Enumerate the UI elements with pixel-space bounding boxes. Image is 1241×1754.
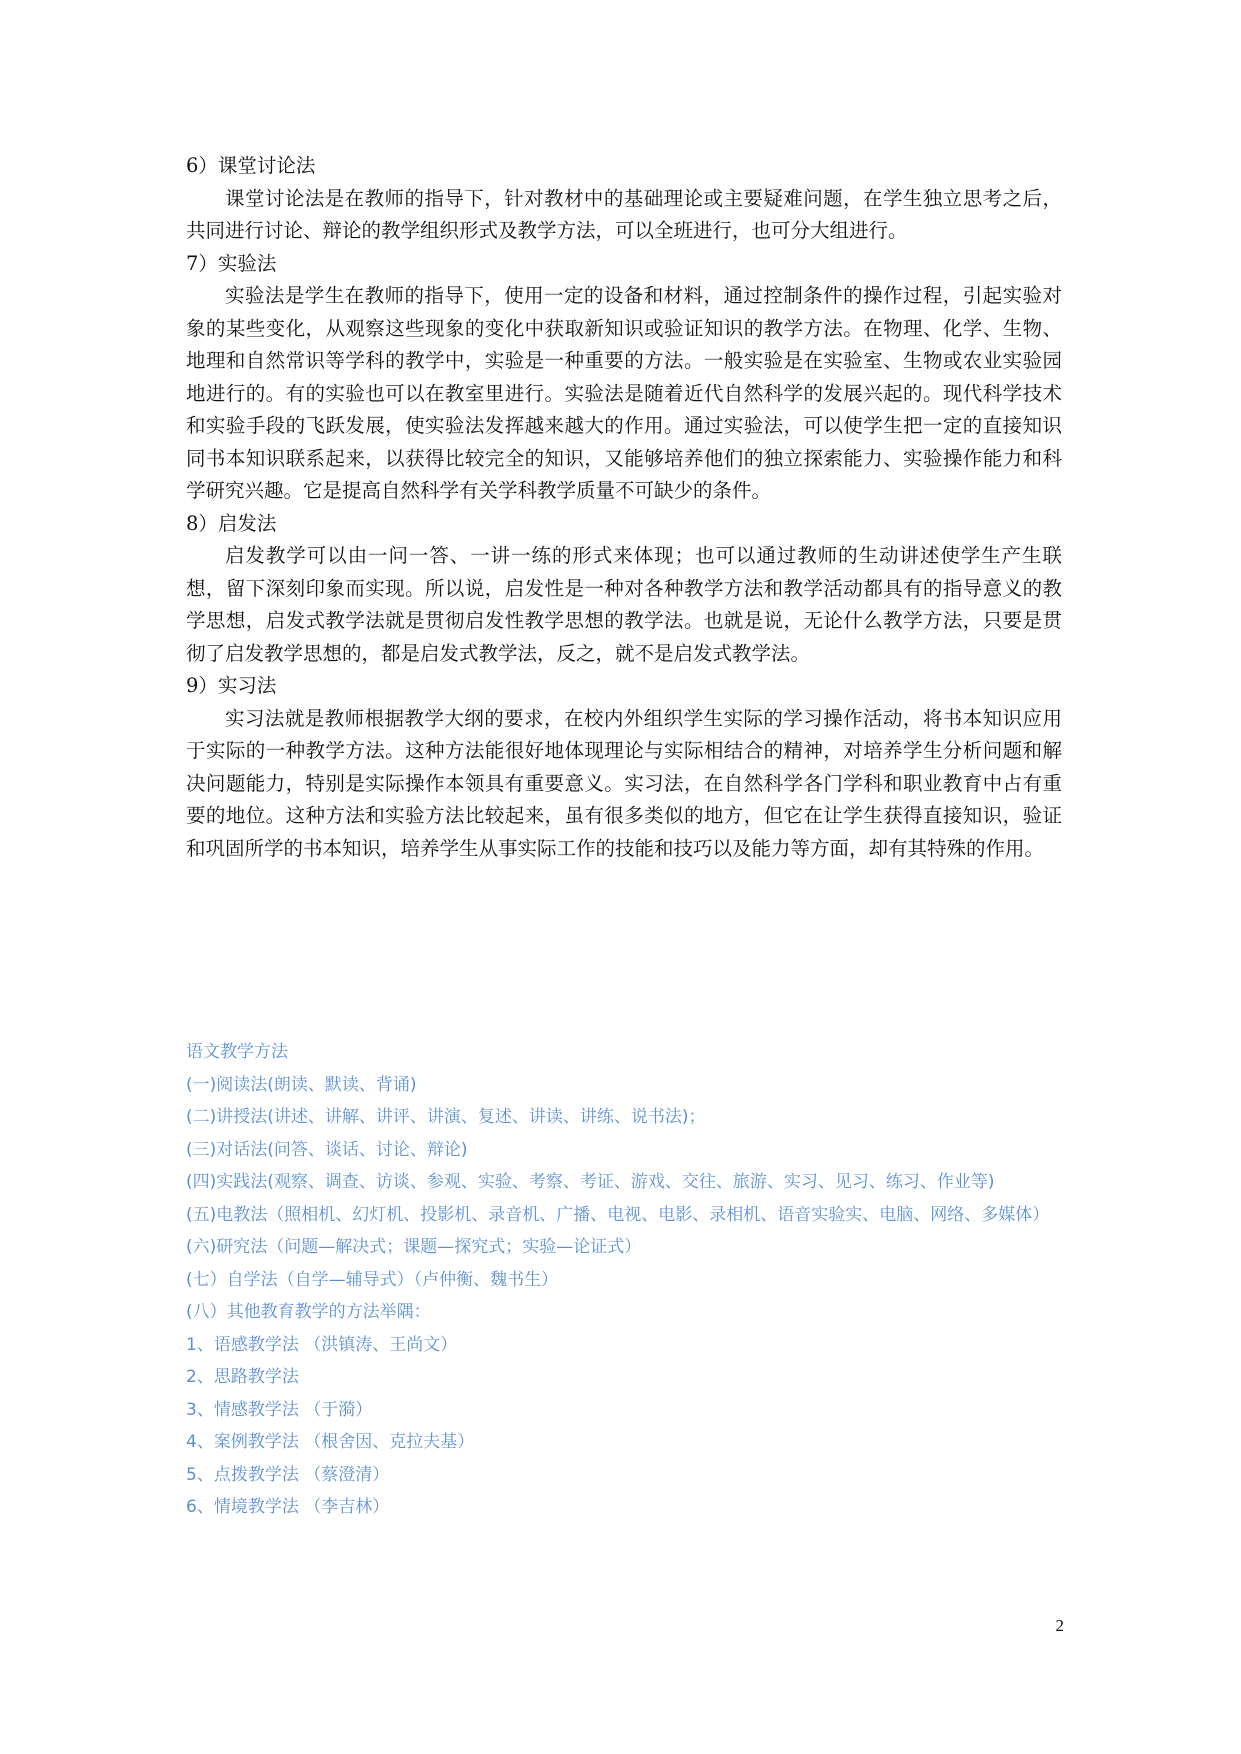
method-item: (四)实践法(观察、调查、访谈、参观、实验、考察、考证、游戏、交往、旅游、实习、见习、练习、作业等) bbox=[186, 1172, 995, 1192]
section-heading-discussion: 6）课堂讨论法 bbox=[186, 154, 316, 177]
section-heading-experiment: 7）实验法 bbox=[186, 251, 277, 275]
section-heading-heuristic: 8）启发法 bbox=[186, 511, 277, 535]
section-body-experiment: 实验法是学生在教师的指导下，使用一定的设备和材料，通过控制条件的操作过程，引起实验对象的某些变化，从观察这些现象的变化中获取新知识或验证知识的教学方法。在物理、化学、生物、地理和自然常识等学科的教学中，实验是一种重要的方法。一般实验是在实验室、生物或农业实验园地进行的。有的实验也可以在教室里进行。实验法是随着近代自然科学的发展兴起的。现代科学技术和实验手段的飞跃发展，使实验法发挥越来越大的作用。通过实验法，可以使学生把一定的直接知识同书本知识联系起来，以获得比较完全的知识，又能够培养他们的独立探索能力、实验操作能力和科学研究兴趣。它是提高自然科学有关学科教学质量不可缺少的条件。 bbox=[186, 284, 1062, 502]
method-item: (七）自学法（自学—辅导式）（卢仲衡、魏书生） bbox=[186, 1269, 559, 1290]
method-item: (一)阅读法(朗读、默读、背诵) bbox=[186, 1074, 417, 1095]
chinese-teaching-methods-list bbox=[186, 1036, 1062, 1524]
method-item: (五)电教法（照相机、幻灯机、投影机、录音机、广播、电视、电影、录相机、语音实验实、电脑、网络、多媒体） bbox=[186, 1204, 1050, 1225]
section-heading-practice: 9）实习法 bbox=[186, 674, 277, 697]
method-item: 5、点拨教学法 （蔡澄清） bbox=[186, 1464, 390, 1485]
main-text bbox=[186, 150, 1062, 865]
method-item: (三)对话法(问答、谈话、讨论、辩论) bbox=[186, 1139, 468, 1160]
method-item: 3、情感教学法 （于漪） bbox=[186, 1399, 373, 1420]
methods-title: 语文教学方法 bbox=[186, 1042, 288, 1062]
section-body-discussion: 课堂讨论法是在教师的指导下，针对教材中的基础理论或主要疑难问题，在学生独立思考之后，共同进行讨论、辩论的教学组织形式及教学方法，可以全班进行，也可分大组进行。 bbox=[186, 186, 1062, 242]
method-item: 4、案例教学法 （根舍因、克拉夫基） bbox=[186, 1432, 475, 1452]
method-item: (八）其他教育教学的方法举隅： bbox=[186, 1302, 431, 1322]
method-item: (二)讲授法(讲述、讲解、讲评、讲演、复述、讲读、讲练、说书法)； bbox=[186, 1107, 706, 1127]
section-body-heuristic: 启发教学可以由一问一答、一讲一练的形式来体现；也可以通过教师的生动讲述使学生产生联想，留下深刻印象而实现。所以说，启发性是一种对各种教学方法和教学活动都具有的指导意义的教学思想，启发式教学法就是贯彻启发性教学思想的教学法。也就是说，无论什么教学方法，只要是贯彻了启发教学思想的，都是启发式教学法，反之，就不是启发式教学法。 bbox=[186, 544, 1062, 665]
page-number: 2 bbox=[1055, 1616, 1064, 1635]
method-item: 2、思路教学法 bbox=[186, 1367, 299, 1387]
method-item: 1、语感教学法 （洪镇涛、王尚文） bbox=[186, 1334, 458, 1355]
method-item: (六)研究法（问题—解决式；课题—探究式；实验—论证式） bbox=[186, 1237, 642, 1257]
section-body-practice: 实习法就是教师根据教学大纲的要求，在校内外组织学生实际的学习操作活动，将书本知识应用于实际的一种教学方法。这种方法能很好地体现理论与实际相结合的精神，对培养学生分析问题和解决问题能力，特别是实际操作本领具有重要意义。实习法，在自然科学各门学科和职业教育中占有重要的地位。这种方法和实验方法比较起来，虽有很多类似的地方，但它在让学生获得直接知识，验证和巩固所学的书本知识，培养学生从事实际工作的技能和技巧以及能力等方面，却有其特殊的作用。 bbox=[186, 706, 1062, 860]
method-item: 6、情境教学法 （李吉林） bbox=[186, 1497, 390, 1517]
